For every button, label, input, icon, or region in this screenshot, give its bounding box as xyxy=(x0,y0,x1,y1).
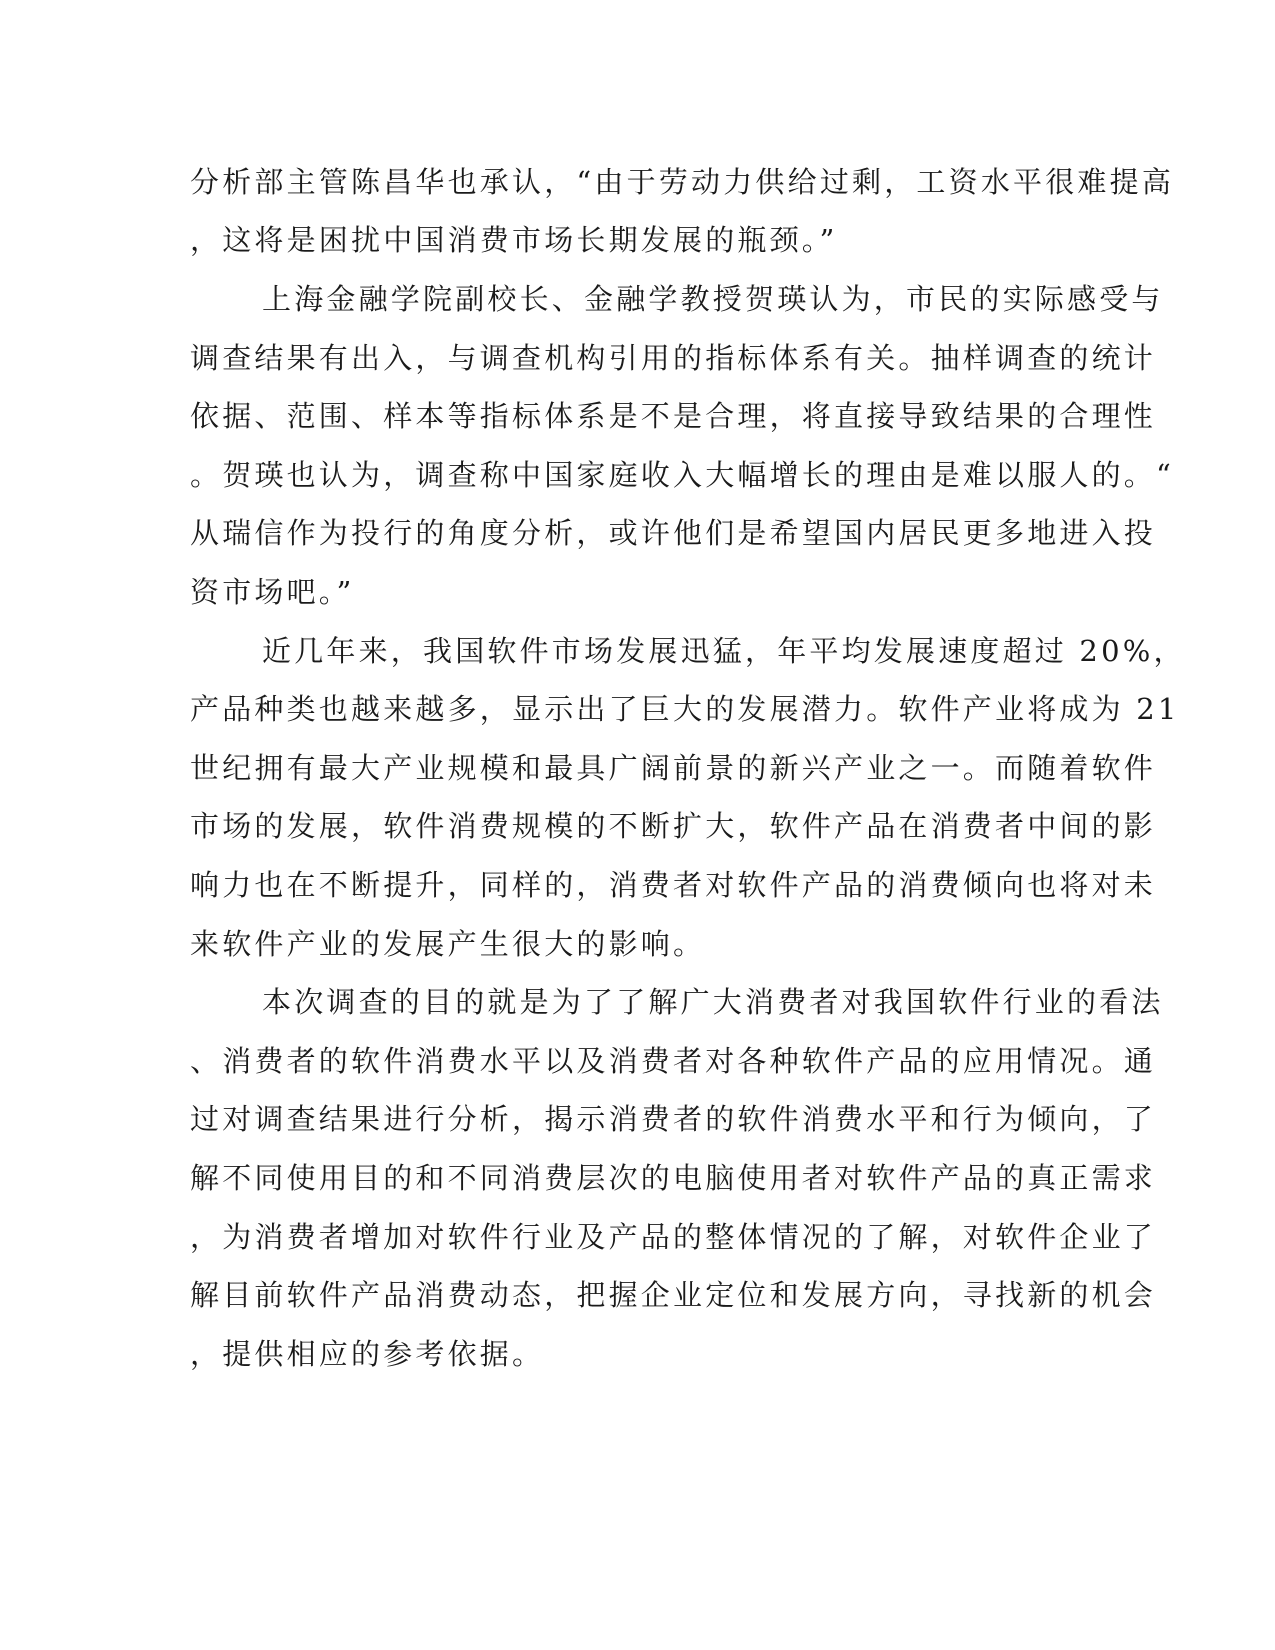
text-line: 产品种类也越来越多，显示出了巨大的发展潜力。软件产业将成为 21 xyxy=(190,692,1180,726)
text-line: 资市场吧。” xyxy=(190,575,355,609)
text-line: ，提供相应的参考依据。 xyxy=(190,1337,545,1371)
text-line: 来软件产业的发展产生很大的影响。 xyxy=(190,927,706,961)
paragraph-start-line: 上海金融学院副校长、金融学教授贺瑛认为，市民的实际感受与 xyxy=(262,282,1164,316)
text-line: 解不同使用目的和不同消费层次的电脑使用者对软件产品的真正需求 xyxy=(190,1161,1157,1195)
text-line: 解目前软件产品消费动态，把握企业定位和发展方向，寻找新的机会 xyxy=(190,1278,1157,1312)
text-line: 世纪拥有最大产业规模和最具广阔前景的新兴产业之一。而随着软件 xyxy=(190,751,1157,785)
text-line: 从瑞信作为投行的角度分析，或许他们是希望国内居民更多地进入投 xyxy=(190,516,1157,550)
text-line: 依据、范围、样本等指标体系是不是合理，将直接导致结果的合理性 xyxy=(190,399,1157,433)
text-line: 、消费者的软件消费水平以及消费者对各种软件产品的应用情况。通 xyxy=(190,1044,1157,1078)
paragraph-start-line: 近几年来，我国软件市场发展迅猛，年平均发展速度超过 20%， xyxy=(262,634,1186,668)
text-line: 过对调查结果进行分析，揭示消费者的软件消费水平和行为倾向，了 xyxy=(190,1102,1157,1136)
paragraph-start-line: 本次调查的目的就是为了了解广大消费者对我国软件行业的看法 xyxy=(262,985,1164,1019)
text-line: 分析部主管陈昌华也承认，“由于劳动力供给过剩，工资水平很难提高 xyxy=(190,165,1175,199)
text-line: 调查结果有出入，与调查机构引用的指标体系有关。抽样调查的统计 xyxy=(190,341,1157,375)
text-line: ，这将是困扰中国消费市场长期发展的瓶颈。” xyxy=(190,223,838,257)
text-line: 响力也在不断提升，同样的，消费者对软件产品的消费倾向也将对未 xyxy=(190,868,1157,902)
text-line: 市场的发展，软件消费规模的不断扩大，软件产品在消费者中间的影 xyxy=(190,809,1157,843)
text-line: 。贺瑛也认为，调查称中国家庭收入大幅增长的理由是难以服人的。“ xyxy=(190,458,1175,492)
text-line: ，为消费者增加对软件行业及产品的整体情况的了解，对软件企业了 xyxy=(190,1220,1157,1254)
